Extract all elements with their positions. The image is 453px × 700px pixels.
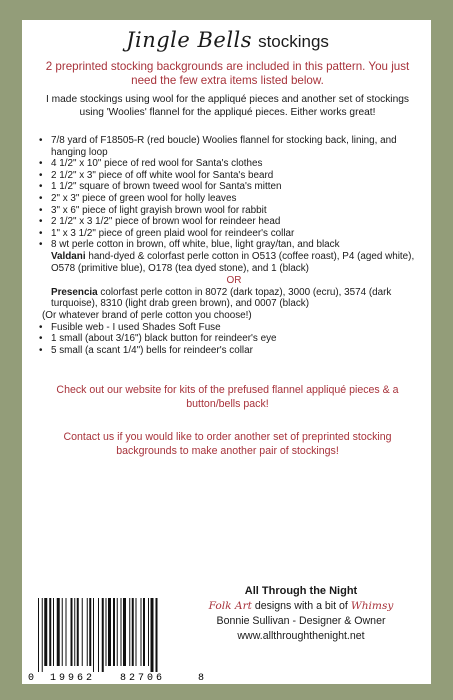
- materials-list: [38, 135, 417, 356]
- presencia-text: colorfast perle cotton in 8072 (dark topaz), 3000 (ecru), 3574 (dark turquoise), 8310 (light drab green brown), and 0007 (black): [51, 286, 392, 310]
- barcode-bar: [49, 598, 51, 666]
- barcode-bar: [129, 598, 130, 666]
- barcode-digit-group-2: 82706: [120, 673, 166, 682]
- company-block: [201, 584, 401, 644]
- list-item: • 4 1/2" x 10" piece of red wool for Santa's clothes: [38, 158, 417, 170]
- barcode-bar: [62, 598, 63, 666]
- list-item: • 5 small (a scant 1/4") bells for reindeer's collar: [38, 345, 417, 357]
- list-item: • 1 1/2" square of brown tweed wool for Santa's mitten: [38, 181, 417, 193]
- presencia-brand: Presencia: [51, 286, 98, 298]
- company-name: All Through the Night: [244, 585, 358, 597]
- barcode-bar: [57, 598, 60, 666]
- company-website: www.allthroughthenight.net: [237, 630, 365, 642]
- list-item: • 2 1/2" x 3 1/2" piece of brown wool for reindeer head: [38, 216, 417, 228]
- barcode-bar: [151, 598, 154, 672]
- barcode-bar: [98, 598, 99, 672]
- barcode-bar: [136, 598, 137, 666]
- title-plain: stockings: [258, 32, 329, 51]
- barcode-bar: [82, 598, 83, 666]
- or-label: OR: [226, 275, 242, 287]
- contact-note: Contact us if you would like to order another set of preprinted stocking backgrounds to make another pair of stockings!: [63, 431, 392, 457]
- page-title: [38, 28, 417, 58]
- barcode-bar: [113, 598, 115, 666]
- list-item: • 1 small (about 3/16") black button for reindeer's eye: [38, 333, 417, 345]
- barcode-bar: [93, 598, 94, 672]
- whatever-note: (Or whatever brand of perle cotton you choose!): [42, 309, 252, 321]
- list-item: [38, 239, 417, 310]
- barcode-bar: [66, 598, 67, 666]
- barcode-bars: [38, 598, 158, 672]
- list-item: • 3" x 6" piece of light grayish brown wool for rabbit: [38, 205, 417, 217]
- barcode-bar: [117, 598, 118, 666]
- barcode-bar: [141, 598, 142, 666]
- barcode-bar: [106, 598, 107, 666]
- valdani-text: hand-dyed & colorfast perle cotton in O513 (coffee roast), P4 (aged white), O578 (primitive blue), O178 (tea dyed stone), and 1 (black): [51, 250, 415, 274]
- list-item: • 2 1/2" x 3" piece of off white wool for Santa's beard: [38, 170, 417, 182]
- barcode-bar: [123, 598, 126, 666]
- title-script: Jingle Bells: [126, 28, 253, 52]
- tagline-folk-art: Folk Art: [208, 600, 252, 612]
- barcode-bar: [44, 598, 47, 666]
- barcode-digit-3: 8: [198, 673, 205, 682]
- tagline-whimsy: Whimsy: [350, 600, 394, 612]
- barcode-bar: [89, 598, 91, 666]
- barcode-bar: [132, 598, 134, 666]
- company-tagline: [201, 599, 401, 614]
- barcode-digit-group-1: 19962: [50, 673, 96, 682]
- list-item: • 1" x 3 1/2" piece of green plaid wool for reindeer's collar: [38, 228, 417, 240]
- barcode-bar: [38, 598, 39, 672]
- barcode-bar: [108, 598, 111, 666]
- barcode-bar: [74, 598, 75, 666]
- barcode-bar: [71, 598, 73, 666]
- barcode-bar: [143, 598, 145, 666]
- presencia-line: [51, 287, 417, 310]
- website-note: Check out our website for kits of the prefused flannel appliqué pieces & a button/bells pack!: [56, 384, 399, 410]
- barcode-bar: [148, 598, 149, 666]
- tagline-mid: designs with a bit of: [251, 600, 351, 612]
- list-item: • 2" x 3" piece of green wool for holly leaves: [38, 193, 417, 205]
- footer: [22, 576, 431, 684]
- valdani-brand: Valdani: [51, 250, 86, 262]
- barcode: [26, 594, 208, 682]
- barcode-bar: [121, 598, 122, 666]
- intro-text: I made stockings using wool for the appliqué pieces and another set of stockings using 'Woolies' flannel for the appliqué pieces. Either works great!: [45, 94, 409, 118]
- barcode-bar: [53, 598, 54, 666]
- list-item: • Fusible web - I used Shades Soft Fuse: [38, 322, 417, 334]
- barcode-bar: [77, 598, 79, 666]
- barcode-bar: [102, 598, 104, 672]
- red-intro-text: 2 preprinted stocking backgrounds are included in this pattern. You just need the few extra items listed below.: [45, 60, 410, 87]
- barcode-bar: [156, 598, 158, 672]
- barcode-digit-0: 0: [28, 673, 35, 682]
- barcode-bar: [42, 598, 43, 672]
- company-owner: Bonnie Sullivan - Designer & Owner: [216, 615, 386, 627]
- list-item: • 7/8 yard of F18505-R (red boucle) Woolies flannel for stocking back, lining, and hanging loop: [38, 135, 417, 158]
- perle-cotton-item: 8 wt perle cotton in brown, off white, blue, light gray/tan, and black: [51, 239, 340, 251]
- barcode-bar: [87, 598, 88, 666]
- valdani-line: [51, 251, 417, 274]
- pattern-back-card: [22, 20, 431, 684]
